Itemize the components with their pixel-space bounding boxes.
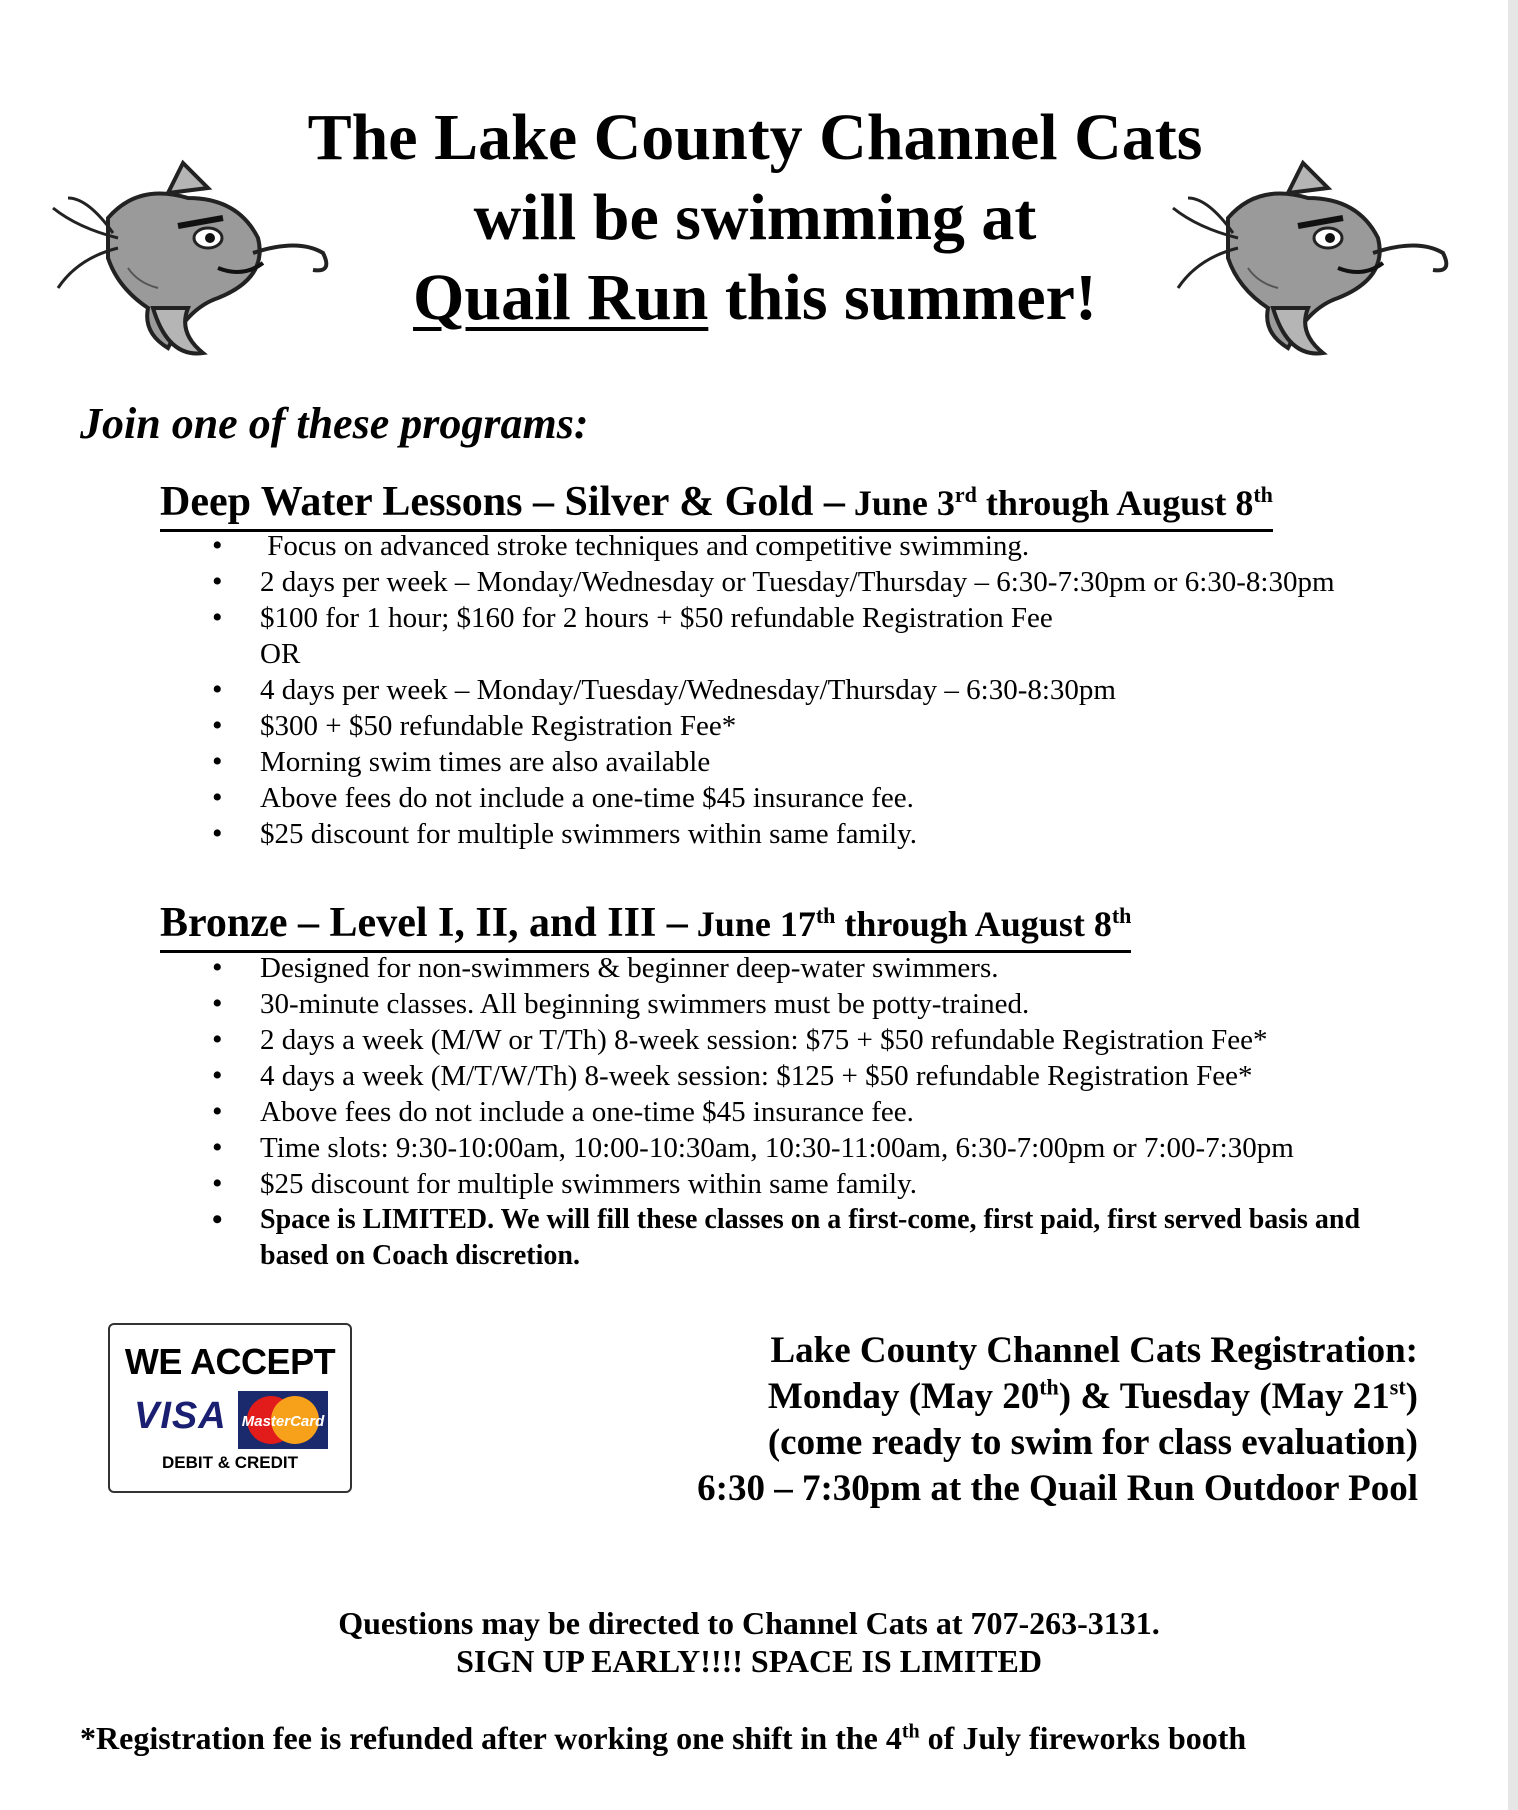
signup-line: SIGN UP EARLY!!!! SPACE IS LIMITED	[456, 1643, 1042, 1679]
page-title	[240, 98, 1270, 338]
title-line-1: The Lake County Channel Cats	[307, 101, 1203, 174]
bronze-title: Bronze – Level I, II, and III –	[160, 900, 688, 946]
list-item: • $100 for 1 hour; $160 for 2 hours + $50 refundable Registration Fee	[212, 600, 1335, 636]
page-edge	[1508, 0, 1518, 1810]
list-item: • Time slots: 9:30-10:00am, 10:00-10:30am, 10:30-11:00am, 6:30-7:00pm or 7:00-7:30pm	[212, 1130, 1402, 1166]
registration-line-3: (come ready to swim for class evaluation)	[767, 1422, 1418, 1463]
title-line-2: will be swimming at	[473, 181, 1037, 254]
title-line-3	[240, 258, 1270, 338]
registration-line-2: Monday (May 20th) & Tuesday (May 21st)	[767, 1374, 1418, 1417]
list-item: • Space is LIMITED. We will fill these classes on a first-come, first paid, first served basis and based on Coach discretion.	[212, 1202, 1402, 1274]
list-item: • $300 + $50 refundable Registration Fee*	[212, 708, 1335, 744]
list-item: • Focus on advanced stroke techniques and competitive swimming.	[212, 528, 1335, 564]
list-item: OR	[260, 638, 301, 670]
questions-block	[0, 1604, 1498, 1680]
title-line-3-rest: this summer!	[708, 261, 1097, 334]
registration-info	[697, 1328, 1418, 1512]
list-item: • 2 days per week – Monday/Wednesday or Tuesday/Thursday – 6:30-7:30pm or 6:30-8:30pm	[212, 564, 1335, 600]
deep-water-heading	[160, 478, 1273, 532]
we-accept-label: WE ACCEPT	[124, 1341, 336, 1382]
list-item: • 4 days per week – Monday/Tuesday/Wednesday/Thursday – 6:30-8:30pm	[212, 672, 1335, 708]
list-item: • Morning swim times are also available	[212, 744, 1335, 780]
list-item: • $25 discount for multiple swimmers within same family.	[212, 1166, 1402, 1202]
mastercard-logo	[238, 1391, 328, 1449]
bronze-heading	[160, 899, 1131, 953]
title-location: Quail Run	[413, 261, 709, 334]
mastercard-label: MasterCard	[241, 1413, 325, 1430]
list-item: • 30-minute classes. All beginning swimmers must be potty-trained.	[212, 986, 1402, 1022]
list-item: • $25 discount for multiple swimmers within same family.	[212, 816, 1335, 852]
list-item: • Above fees do not include a one-time $45 insurance fee.	[212, 1094, 1402, 1130]
questions-line: Questions may be directed to Channel Cats at 707-263-3131.	[338, 1605, 1160, 1641]
bronze-list	[212, 950, 1402, 1274]
list-item: • Designed for non-swimmers & beginner deep-water swimmers.	[212, 950, 1402, 986]
debit-credit-label: DEBIT & CREDIT	[162, 1453, 298, 1472]
list-item: • 4 days a week (M/T/W/Th) 8-week session: $125 + $50 refundable Registration Fee*	[212, 1058, 1402, 1094]
registration-line-4: 6:30 – 7:30pm at the Quail Run Outdoor Pool	[697, 1468, 1418, 1509]
deep-water-list	[212, 528, 1335, 852]
visa-logo: VISA	[134, 1395, 227, 1437]
deep-water-dates: June 3rd through August 8th	[844, 482, 1273, 523]
payment-methods-card	[108, 1323, 352, 1493]
list-item: • 2 days a week (M/W or T/Th) 8-week session: $75 + $50 refundable Registration Fee*	[212, 1022, 1402, 1058]
registration-line-1: Lake County Channel Cats Registration:	[770, 1330, 1418, 1371]
deep-water-title: Deep Water Lessons – Silver & Gold –	[160, 479, 845, 525]
list-item: • Above fees do not include a one-time $45 insurance fee.	[212, 780, 1335, 816]
bronze-dates: June 17th through August 8th	[687, 903, 1132, 944]
join-heading: Join one of these programs:	[80, 399, 589, 448]
footnote: *Registration fee is refunded after working one shift in the 4th of July fireworks booth	[80, 1720, 1247, 1756]
